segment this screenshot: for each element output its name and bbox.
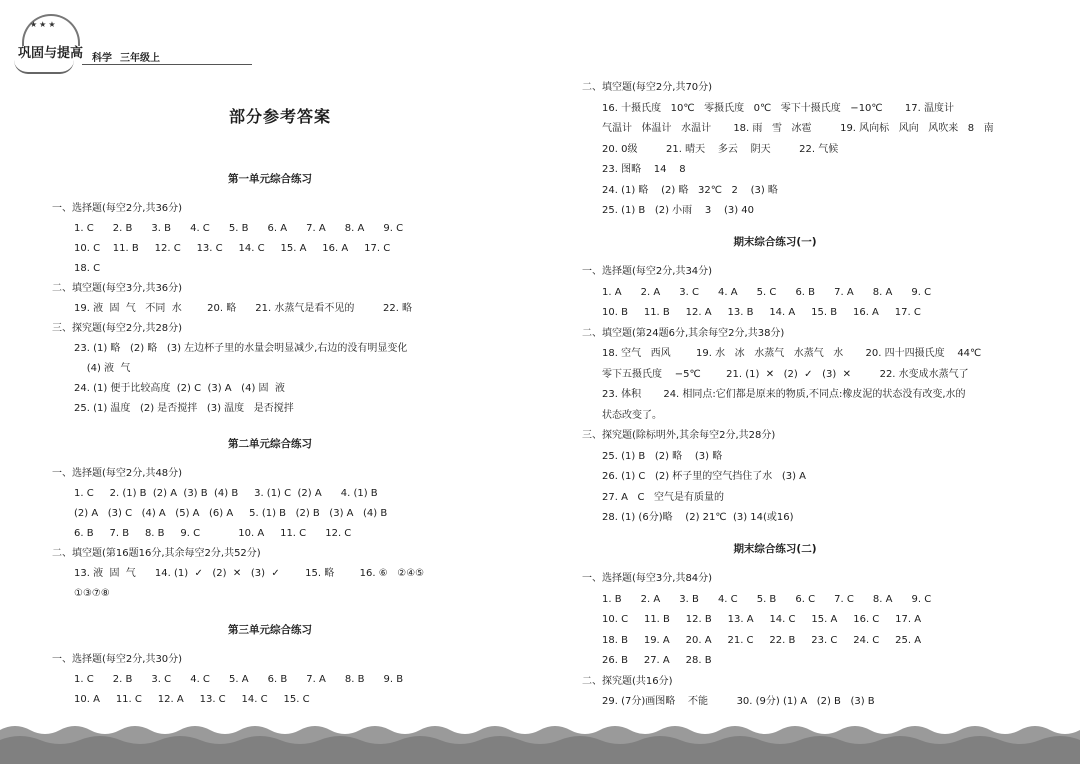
- page-title: 部分参考答案: [228, 107, 331, 126]
- section-title: 第二单元综合练习: [228, 438, 312, 450]
- header-rule: [82, 64, 252, 65]
- answer-line: 18. C: [74, 263, 101, 274]
- answer-line: 二、填空题(第16题16分,其余每空2分,共52分): [52, 548, 261, 559]
- answer-line: 二、填空题(第24题6分,其余每空2分,共38分): [582, 327, 785, 339]
- logo-stars: ★★★: [30, 20, 58, 29]
- answer-line: 1. C 2. B 3. C 4. C 5. A 6. B 7. A 8. B 9. B: [74, 674, 404, 685]
- answer-line: 二、填空题(每空3分,共36分): [52, 283, 183, 294]
- page-header: [0, 0, 540, 90]
- answer-line: 25. (1) 温度 (2) 是否搅拌 (3) 温度 是否搅拌: [74, 403, 294, 414]
- answer-line: 10. C 11. B 12. C 13. C 14. C 15. A 16. A 17. C: [74, 243, 391, 254]
- section-title: 期末综合练习(二): [733, 543, 817, 555]
- answer-line: 10. B 11. B 12. A 13. B 14. A 15. B 16. A 17. C: [602, 307, 921, 318]
- answer-line: 一、选择题(每空2分,共34分): [582, 266, 713, 277]
- answer-line: 二、填空题(每空2分,共70分): [582, 82, 713, 93]
- subject-name: 科学: [92, 53, 112, 64]
- answer-line: 一、选择题(每空2分,共48分): [52, 468, 183, 479]
- section-title: 第三单元综合练习: [228, 624, 312, 636]
- logo-text: 巩固与提高: [18, 46, 84, 61]
- section-title: 期末综合练习(一): [733, 236, 817, 248]
- answer-line: 18. 空气 西风 19. 水 冰 水蒸气 水蒸气 水 20. 四十四摄氏度 44℃: [602, 348, 982, 359]
- answer-line: 27. A C 空气是有质量的: [602, 491, 724, 503]
- answer-line: 状态改变了。: [602, 409, 662, 421]
- answer-line: 一、选择题(每空2分,共30分): [52, 654, 183, 665]
- answer-line: 13. 液 固 气 14. (1) ✓ (2) ✕ (3) ✓ 15. 略 16. ⑥ ②④⑤: [74, 568, 425, 579]
- answer-line: 20. 0级 21. 晴天 多云 阴天 22. 气候: [602, 143, 839, 155]
- answer-line: 气温计 体温计 水温计 18. 雨 雪 冰雹 19. 风向标 风向 风吹来 8 南: [602, 123, 994, 134]
- answer-line: 24. (1) 略 (2) 略 32℃ 2 (3) 略: [602, 184, 778, 196]
- answer-line: 23. (1) 略 (2) 略 (3) 左边杯子里的水量会明显减少,右边的没有明显变化: [74, 343, 408, 354]
- decorative-wave-footer: [0, 718, 1080, 764]
- grade-name: 三年级上: [120, 53, 160, 64]
- answer-line: 1. C 2. B 3. B 4. C 5. B 6. A 7. A 8. A 9. C: [74, 223, 404, 234]
- answer-line: 26. B 27. A 28. B: [602, 655, 712, 666]
- answer-line: 二、探究题(共16分): [582, 675, 673, 687]
- logo-swoop: [14, 60, 74, 74]
- answer-line: 一、选择题(每空3分,共84分): [582, 573, 713, 584]
- answer-line: (4) 液 气: [74, 363, 131, 374]
- answer-line: 1. A 2. A 3. C 4. A 5. C 6. B 7. A 8. A 9. C: [602, 286, 932, 298]
- answer-line: 28. (1) (6分)略 (2) 21℃ (3) 14(或16): [602, 512, 794, 523]
- answer-line: 1. B 2. A 3. B 4. C 5. B 6. C 7. C 8. A 9. C: [602, 593, 932, 605]
- answer-line: 零下五摄氏度 −5℃ 21. (1) ✕ (2) ✓ (3) ✕ 22. 水变成水蒸气了: [602, 368, 969, 380]
- section-title: 第一单元综合练习: [228, 173, 312, 185]
- answer-line: 1. C 2. (1) B (2) A (3) B (4) B 3. (1) C (2) A 4. (1) B: [74, 488, 378, 499]
- answer-line: 29. (7分)画图略 不能 30. (9分) (1) A (2) B (3) B: [602, 696, 875, 707]
- answer-line: 23. 体积 24. 相同点:它们都是原来的物质,不同点:橡皮泥的状态没有改变,水的: [602, 389, 966, 400]
- answer-line: 一、选择题(每空2分,共36分): [52, 203, 183, 214]
- answer-line: 18. B 19. A 20. A 21. C 22. B 23. C 24. C 25. A: [602, 634, 922, 646]
- answer-line: 26. (1) C (2) 杯子里的空气挡住了水 (3) A: [602, 471, 807, 482]
- answer-line: 24. (1) 便于比较高度 (2) C (3) A (4) 固 液: [74, 383, 285, 394]
- answer-line: 6. B 7. B 8. B 9. C 10. A 11. C 12. C: [74, 528, 352, 539]
- subject-label: [92, 49, 168, 64]
- answer-line: 10. A 11. C 12. A 13. C 14. C 15. C: [74, 694, 310, 705]
- answer-line: 三、探究题(每空2分,共28分): [52, 323, 183, 334]
- answer-line: 25. (1) B (2) 小雨 3 (3) 40: [602, 205, 755, 216]
- answer-line: 10. C 11. B 12. B 13. A 14. C 15. A 16. C 17. A: [602, 614, 922, 625]
- series-logo: [12, 10, 82, 72]
- answer-line: ①③⑦⑧: [74, 588, 110, 599]
- answer-line: 25. (1) B (2) 略 (3) 略: [602, 450, 723, 462]
- answer-line: 23. 图略 14 8: [602, 164, 686, 175]
- answer-line: (2) A (3) C (4) A (5) A (6) A 5. (1) B (2) B (3) A (4) B: [74, 508, 388, 519]
- answer-line: 三、探究题(除标明外,其余每空2分,共28分): [582, 430, 776, 441]
- answer-line: 16. 十摄氏度 10℃ 零摄氏度 0℃ 零下十摄氏度 −10℃ 17. 温度计: [602, 102, 954, 114]
- answer-line: 19. 液 固 气 不同 水 20. 略 21. 水蒸气是看不见的 22. 略: [74, 303, 413, 314]
